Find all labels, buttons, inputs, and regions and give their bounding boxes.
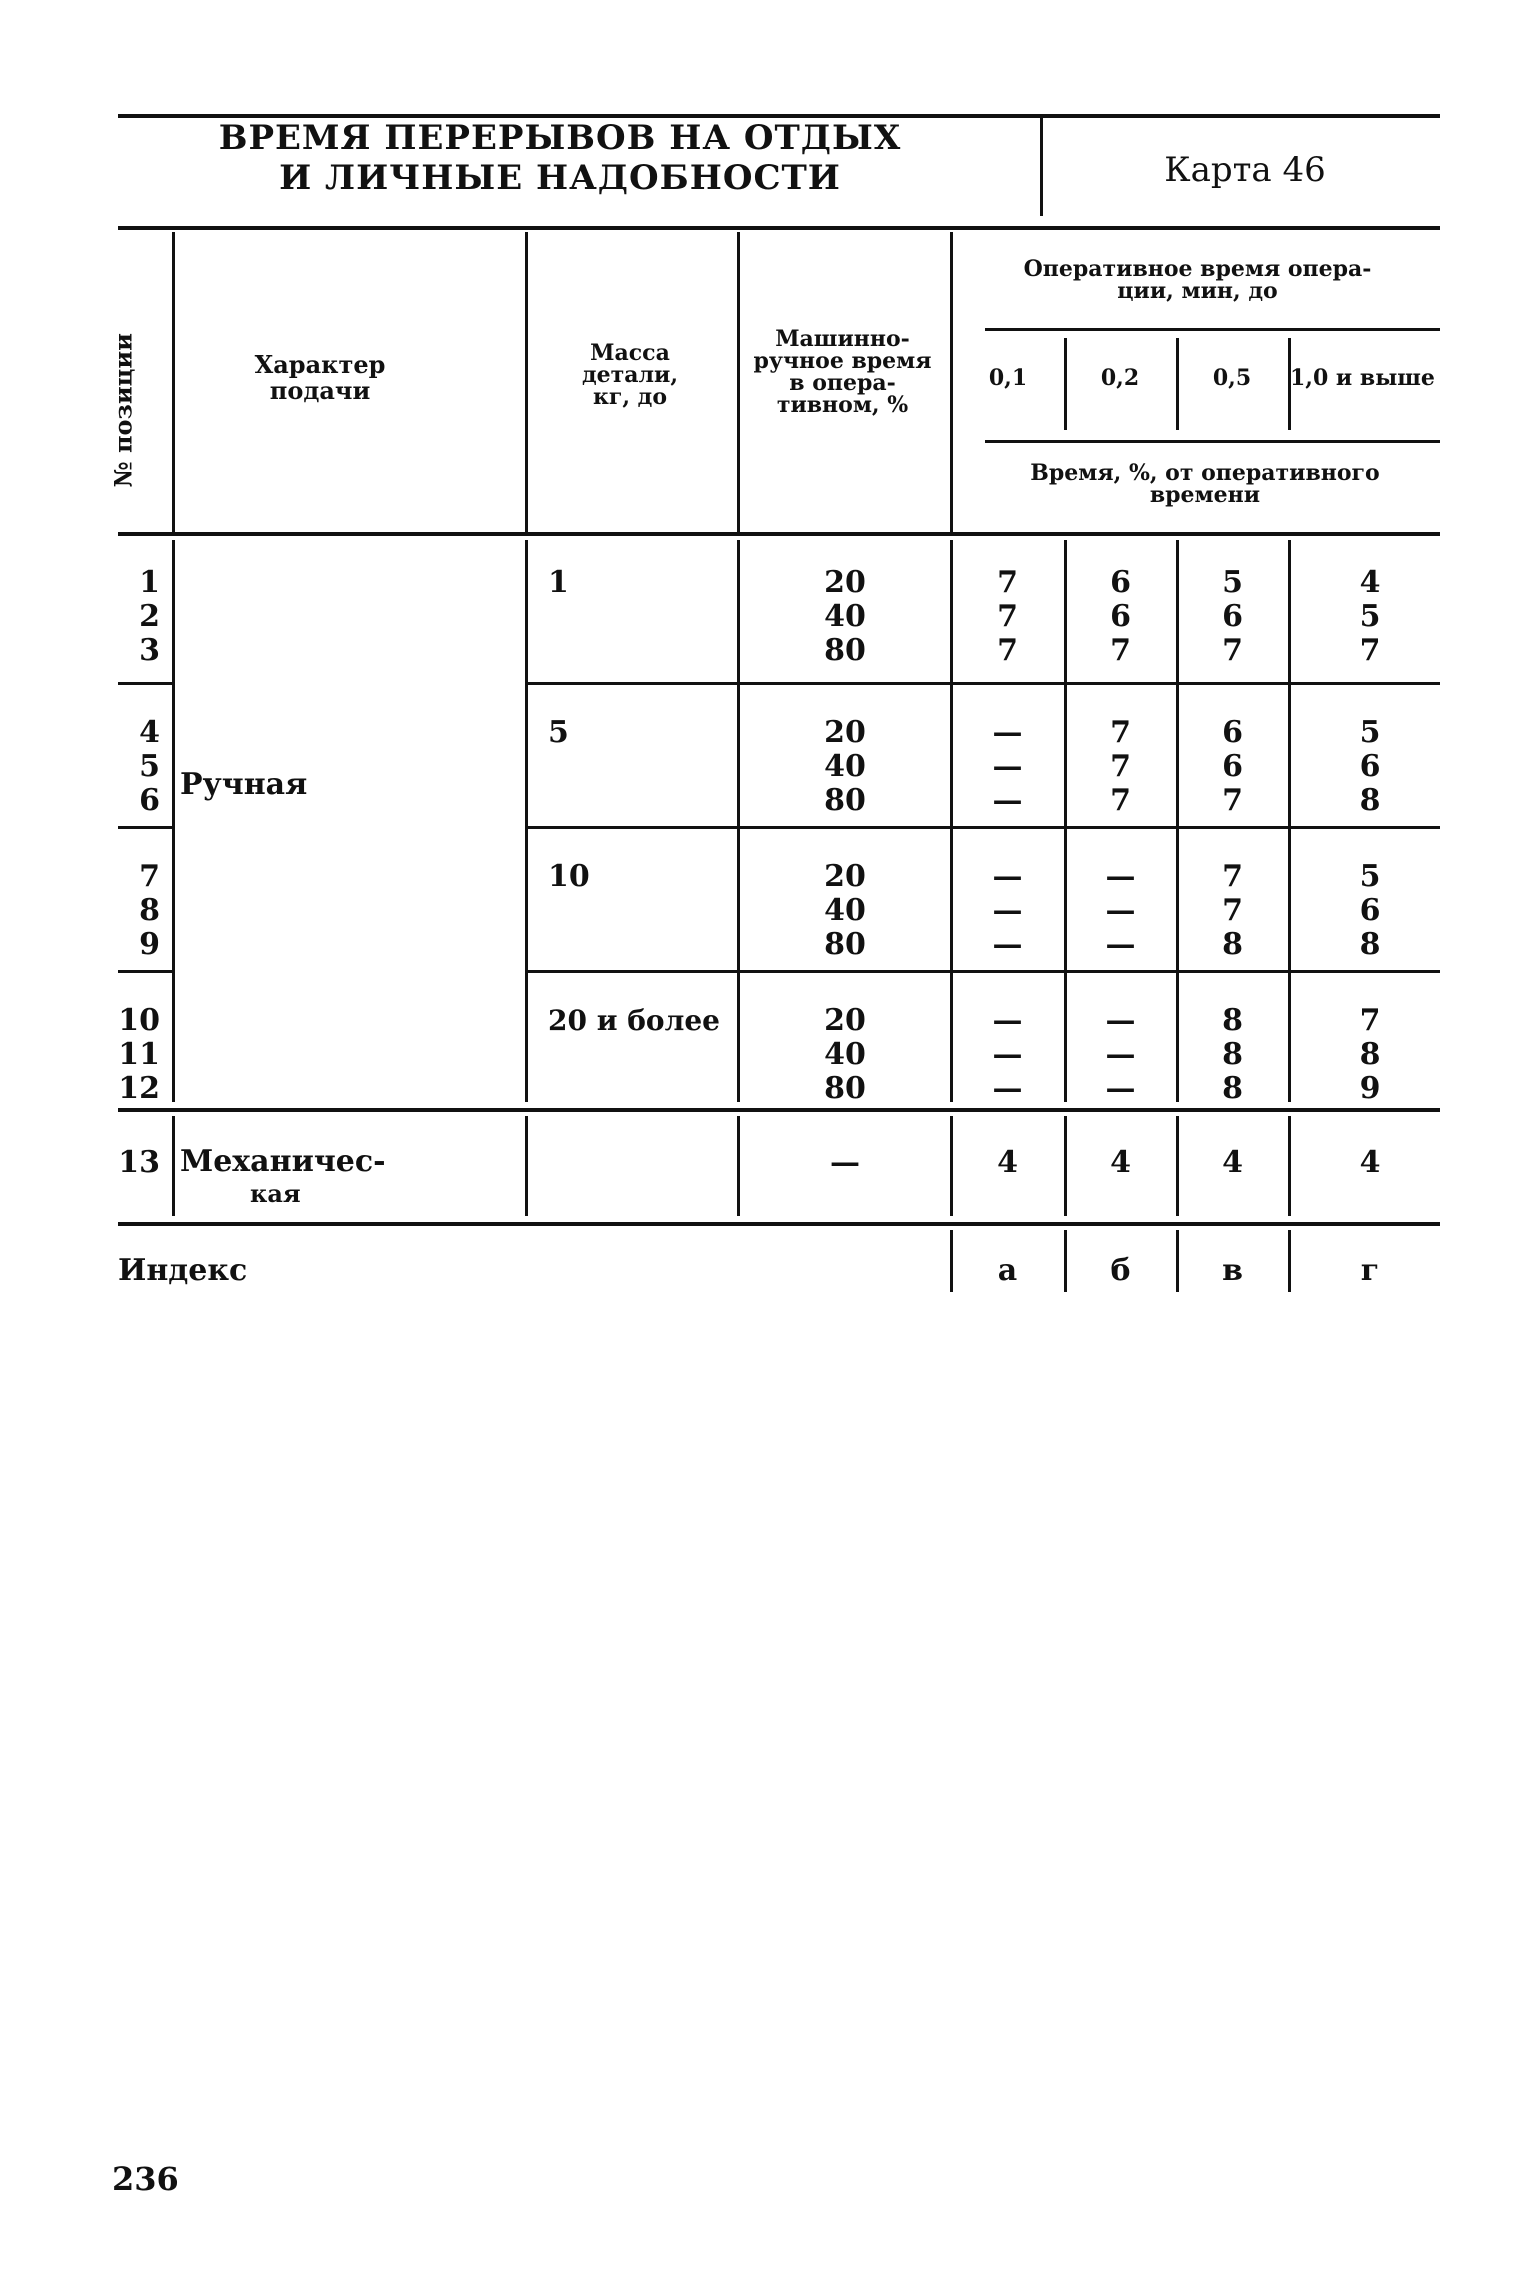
- mech-col-line-6: [1176, 1116, 1179, 1216]
- value-cell: 7: [1359, 1003, 1381, 1038]
- col-line-3: [737, 232, 740, 532]
- op-header-line-1: Оперативное время опера-: [1023, 256, 1372, 282]
- value-cell: 6: [1359, 749, 1381, 784]
- op-subheader-rule: [985, 328, 1440, 331]
- value-cell: —: [992, 893, 1023, 928]
- value-cell: 8: [1222, 1037, 1243, 1072]
- machine-header-line-1: Машинно-: [775, 326, 910, 352]
- pos-cell: 3: [139, 633, 160, 668]
- group-1-mass: 1: [548, 565, 569, 600]
- value-cell: 7: [997, 633, 1018, 668]
- value-cell: 5: [1359, 599, 1381, 634]
- mechanical-pos: 13: [118, 1145, 160, 1180]
- index-label: Индекс: [118, 1253, 248, 1288]
- mech-col-line-5: [1064, 1116, 1067, 1216]
- pos-cell: 1: [139, 565, 160, 600]
- mechanical-col-b: 4: [1110, 1145, 1131, 1180]
- machine-header-line-3: в опера-: [789, 370, 896, 396]
- body-col-line-1: [172, 540, 175, 1102]
- percent-header: [970, 462, 1440, 506]
- mech-col-line-3: [737, 1116, 740, 1216]
- pos-cell: 8: [139, 893, 160, 928]
- group-4-col-a: [955, 1004, 1060, 1106]
- group-3-col-b: [1068, 860, 1173, 962]
- group-4-machine: [780, 1004, 910, 1106]
- group-rule-1b: [525, 682, 1440, 685]
- mechanical-col-c: 4: [1222, 1145, 1243, 1180]
- body-col-line-7: [1288, 540, 1291, 1102]
- value-cell: —: [992, 859, 1023, 894]
- value-cell: 7: [1222, 633, 1243, 668]
- pos-cell: 7: [139, 859, 160, 894]
- index-col-line-5: [1064, 1230, 1067, 1292]
- value-cell: 4: [1359, 565, 1381, 600]
- group-1-positions: [110, 566, 160, 668]
- mass-header: [530, 342, 730, 408]
- title-divider: [1040, 118, 1043, 216]
- pos-cell: 4: [139, 715, 160, 750]
- col-line-2: [525, 232, 528, 532]
- value-cell: 5: [1222, 565, 1243, 600]
- position-header: № позиции: [108, 333, 138, 488]
- machine-cell: 20: [824, 1003, 866, 1038]
- value-cell: —: [1105, 859, 1136, 894]
- value-cell: —: [992, 1037, 1023, 1072]
- body-col-line-4: [950, 540, 953, 1102]
- value-cell: 5: [1359, 715, 1381, 750]
- index-d: г: [1360, 1253, 1380, 1288]
- pos-cell: 5: [139, 749, 160, 784]
- value-cell: 6: [1222, 599, 1243, 634]
- page-number: 236: [112, 2160, 179, 2198]
- mass-header-line-2: детали,: [581, 362, 679, 388]
- title-line-2: И ЛИЧНЫЕ НАДОБНОСТИ: [279, 158, 841, 198]
- pos-cell: 6: [139, 783, 160, 818]
- machine-cell: 80: [824, 783, 866, 818]
- table-title: [200, 118, 920, 198]
- value-cell: 7: [997, 565, 1018, 600]
- group-2-mass: 5: [548, 715, 569, 750]
- mechanical-bottom-rule: [118, 1222, 1440, 1226]
- group-2-positions: [110, 716, 160, 818]
- mech-col-line-2: [525, 1116, 528, 1216]
- value-cell: 5: [1359, 859, 1381, 894]
- value-cell: 6: [1222, 749, 1243, 784]
- group-3-positions: [110, 860, 160, 962]
- group-1-machine: [780, 566, 910, 668]
- index-b: б: [1110, 1253, 1131, 1288]
- group-4-col-c: [1180, 1004, 1285, 1106]
- value-cell: —: [992, 927, 1023, 962]
- value-cell: 7: [1110, 715, 1131, 750]
- group-3-col-d: [1300, 860, 1440, 962]
- group-1-col-d: [1300, 566, 1440, 668]
- value-cell: 8: [1359, 783, 1381, 818]
- group-3-col-a: [955, 860, 1060, 962]
- value-cell: —: [992, 1003, 1023, 1038]
- mass-header-line-1: Масса: [590, 340, 670, 366]
- mechanical-col-a: 4: [997, 1145, 1018, 1180]
- mechanical-col-d: 4: [1359, 1145, 1381, 1180]
- machine-header-line-2: ручное время: [753, 348, 932, 374]
- value-cell: —: [992, 715, 1023, 750]
- value-cell: 7: [1110, 749, 1131, 784]
- value-cell: —: [992, 1071, 1023, 1106]
- value-cell: 6: [1110, 565, 1131, 600]
- value-cell: 8: [1359, 927, 1381, 962]
- value-cell: 8: [1359, 1037, 1381, 1072]
- mechanical-top-rule: [118, 1108, 1440, 1112]
- group-rule-3b: [525, 970, 1440, 973]
- op-col-0-2: 0,2: [1100, 365, 1140, 391]
- index-col-line-6: [1176, 1230, 1179, 1292]
- machine-cell: 80: [824, 1071, 866, 1106]
- operative-time-header: [955, 258, 1440, 302]
- group-2-col-c: [1180, 716, 1285, 818]
- value-cell: 7: [1222, 859, 1243, 894]
- value-cell: 8: [1222, 1003, 1243, 1038]
- header-bottom-rule: [118, 532, 1440, 536]
- value-cell: 7: [1222, 783, 1243, 818]
- value-cell: 9: [1359, 1071, 1381, 1106]
- percent-header-line-2: времени: [1149, 482, 1261, 508]
- value-cell: —: [992, 783, 1023, 818]
- value-cell: 7: [1359, 633, 1381, 668]
- index-col-line-7: [1288, 1230, 1291, 1292]
- group-4-col-d: [1300, 1004, 1440, 1106]
- group-rule-1a: [118, 682, 172, 685]
- value-cell: 8: [1222, 927, 1243, 962]
- mechanical-feed-line-2: кая: [250, 1179, 301, 1208]
- machine-cell: 80: [824, 927, 866, 962]
- value-cell: —: [1105, 927, 1136, 962]
- machine-cell: 80: [824, 633, 866, 668]
- mech-col-line-1: [172, 1116, 175, 1216]
- col-line-4: [950, 232, 953, 532]
- group-2-col-d: [1300, 716, 1440, 818]
- group-2-col-b: [1068, 716, 1173, 818]
- machine-cell: 20: [824, 715, 866, 750]
- op-col-0-5: 0,5: [1212, 365, 1252, 391]
- value-cell: 6: [1110, 599, 1131, 634]
- group-4-positions: [100, 1004, 160, 1106]
- percent-header-rule: [985, 440, 1440, 443]
- group-4-mass: 20 и более: [548, 1004, 720, 1037]
- pos-cell: 2: [139, 599, 160, 634]
- value-cell: —: [1105, 1003, 1136, 1038]
- feed-type-mechanical: [180, 1146, 510, 1210]
- value-cell: 7: [997, 599, 1018, 634]
- op-col-0-1: 0,1: [988, 365, 1028, 391]
- pos-cell: 9: [139, 927, 160, 962]
- percent-header-line-1: Время, %, от оперативного: [1030, 460, 1380, 486]
- group-1-col-c: [1180, 566, 1285, 668]
- machine-cell: 20: [824, 859, 866, 894]
- machine-cell: 40: [824, 893, 866, 928]
- op-sub-divider-2: [1176, 338, 1179, 430]
- group-1-col-b: [1068, 566, 1173, 668]
- mech-col-line-7: [1288, 1116, 1291, 1216]
- mass-header-line-3: кг, до: [592, 384, 668, 410]
- pos-cell: 11: [118, 1037, 160, 1072]
- value-cell: —: [1105, 1037, 1136, 1072]
- mech-col-line-4: [950, 1116, 953, 1216]
- title-line-1: ВРЕМЯ ПЕРЕРЫВОВ НА ОТДЫХ: [218, 118, 902, 158]
- body-col-line-6: [1176, 540, 1179, 1102]
- pos-cell: 12: [118, 1071, 160, 1106]
- group-rule-2a: [118, 826, 172, 829]
- group-2-machine: [780, 716, 910, 818]
- machine-cell: 40: [824, 1037, 866, 1072]
- feed-type-header: Характер подачи: [254, 350, 386, 405]
- index-a: а: [997, 1253, 1018, 1288]
- op-sub-divider-1: [1064, 338, 1067, 430]
- value-cell: 7: [1222, 893, 1243, 928]
- group-rule-2b: [525, 826, 1440, 829]
- machine-time-header: [740, 328, 945, 416]
- value-cell: 6: [1359, 893, 1381, 928]
- index-col-line-4: [950, 1230, 953, 1292]
- value-cell: 7: [1110, 633, 1131, 668]
- value-cell: 7: [1110, 783, 1131, 818]
- value-cell: —: [1105, 893, 1136, 928]
- card-label: Карта 46: [1164, 150, 1326, 190]
- group-3-col-c: [1180, 860, 1285, 962]
- machine-cell: 20: [824, 565, 866, 600]
- value-cell: 6: [1222, 715, 1243, 750]
- group-4-col-b: [1068, 1004, 1173, 1106]
- pos-cell: 10: [118, 1003, 160, 1038]
- value-cell: —: [992, 749, 1023, 784]
- group-rule-3a: [118, 970, 172, 973]
- group-3-machine: [780, 860, 910, 962]
- mechanical-feed-line-1: Механичес-: [180, 1144, 386, 1179]
- machine-header-line-4: тивном, %: [776, 392, 909, 418]
- group-3-mass: 10: [548, 859, 590, 894]
- op-col-1-0: 1,0 и выше: [1290, 365, 1435, 391]
- feed-type-manual: Ручная: [180, 767, 308, 802]
- group-1-col-a: [955, 566, 1060, 668]
- title-bottom-rule: [118, 226, 1440, 230]
- value-cell: 8: [1222, 1071, 1243, 1106]
- col-line-1: [172, 232, 175, 532]
- machine-cell: 40: [824, 599, 866, 634]
- machine-cell: 40: [824, 749, 866, 784]
- group-2-col-a: [955, 716, 1060, 818]
- mechanical-machine: —: [830, 1145, 860, 1180]
- index-c: в: [1222, 1253, 1243, 1288]
- op-sub-divider-3: [1288, 338, 1291, 430]
- op-header-line-2: ции, мин, до: [1117, 278, 1278, 304]
- body-col-line-5: [1064, 540, 1067, 1102]
- value-cell: —: [1105, 1071, 1136, 1106]
- body-col-line-2: [525, 540, 528, 1102]
